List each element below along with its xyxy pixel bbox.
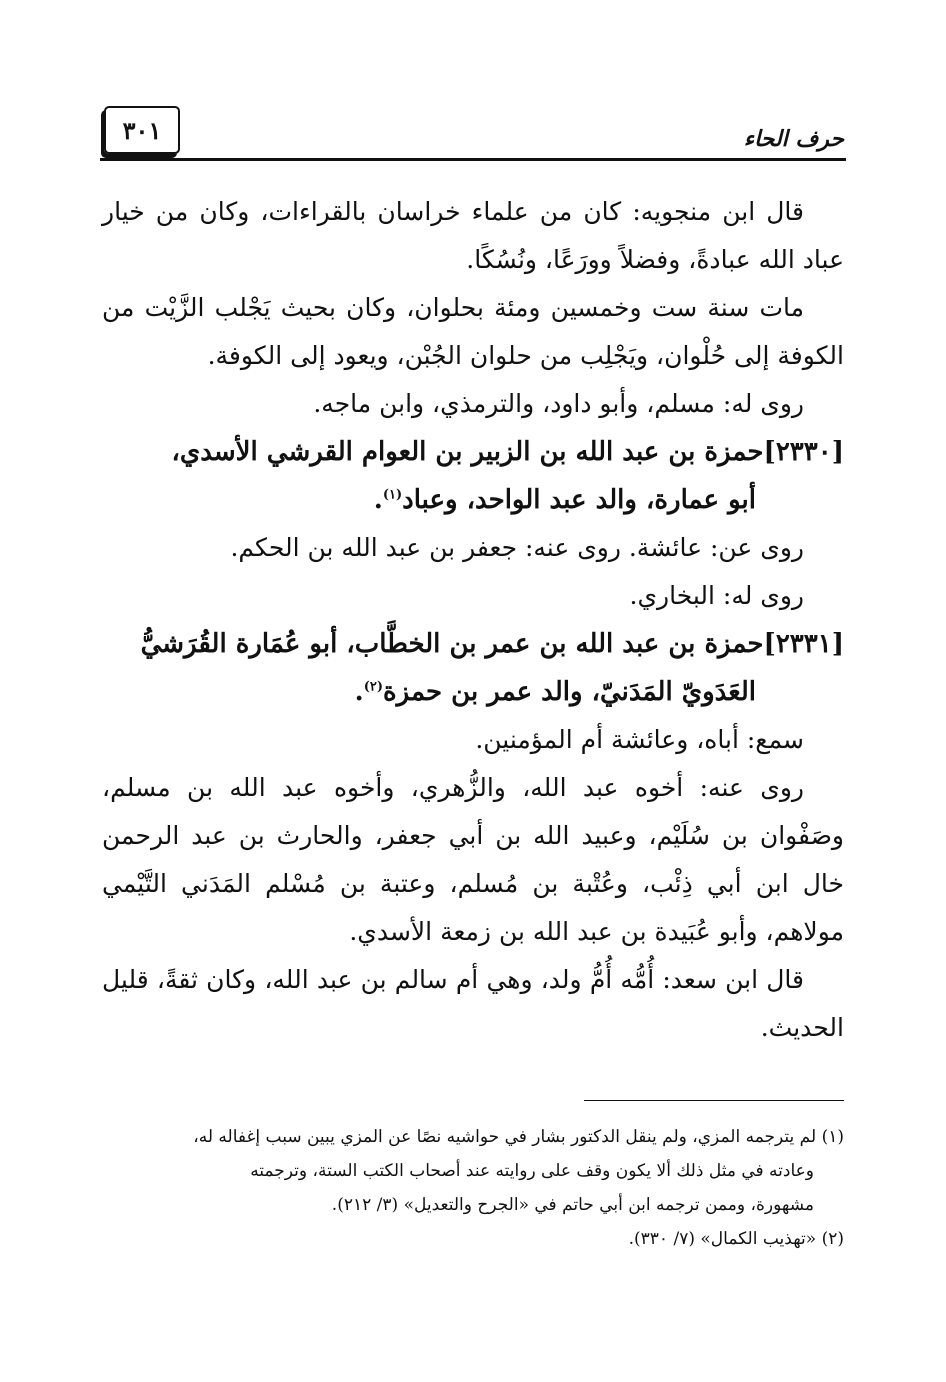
- footnote-text-line2: وعادته في مثل ذلك ألا يكون وقف على روايته عند أصحاب الكتب الستة، وترجمته: [250, 1161, 814, 1181]
- entry-name-line1: حمزة بن عبد الله بن الزبير بن العوام القرشي الأسدي،: [171, 437, 764, 467]
- entry-name-line2: أبو عمارة، والد عبد الواحد، وعباد: [402, 485, 756, 515]
- paragraph-ibn-manjawayh: قال ابن منجويه: كان من علماء خراسان بالقراءات، وكان من خيار عباد الله عبادةً، وفضلاً وورَعًا، ونُسُكًا.: [102, 197, 844, 274]
- paragraph-narrators: روى عنه: أخوه عبد الله، والزُّهري، وأخوه عبد الله بن مسلم، وصَفْوان بن سُلَيْم، وعبيد الله بن أبي جعفر، والحارث بن عبد الرحمن خال ابن أبي ذِئْب، وعُتْبة بن مُسلم، وعتبة بن مُسْلم المَدَني التَّيْمي مولاهم، وأبو عُبَيدة بن عبد الله بن زمعة الأسدي.: [102, 773, 844, 946]
- page-number: ٣٠١: [104, 106, 180, 154]
- footnote-reference: (٢): [363, 679, 384, 695]
- footnote-text-line3: مشهورة، وممن ترجمه ابن أبي حاتم في «الجرح والتعديل» (٣/ ٢١٢).: [331, 1195, 814, 1215]
- footnote-text: «تهذيب الكمال» (٧/ ٣٣٠).: [628, 1229, 817, 1249]
- footnote-marker: (٢): [821, 1229, 844, 1249]
- paragraph-ibn-sad: قال ابن سعد: أُمُّه أُمُّ ولد، وهي أم سالم بن عبد الله، وكان ثقةً، قليل الحديث.: [102, 965, 844, 1042]
- paragraph-heard-from: سمع: أباه، وعائشة أم المؤمنين.: [475, 725, 804, 754]
- paragraph-narrated-by: روى له: مسلم، وأبو داود، والترمذي، وابن ماجه.: [313, 389, 804, 418]
- entry-heading-2331: [102, 620, 844, 716]
- footnotes: [102, 1120, 844, 1256]
- entry-number: [٢٣٣١]: [763, 629, 844, 659]
- footnote-marker: (١): [821, 1127, 844, 1147]
- entry-name-line2: العَدَويّ المَدَنيّ، والد عمر بن حمزة: [383, 677, 756, 707]
- running-header-title: حرف الحاء: [743, 126, 844, 152]
- footnote-text-line1: لم يترجمه المزي، ولم ينقل الدكتور بشار في حواشيه نصًا عن المزي يبين سبب إغفاله له،: [193, 1127, 817, 1147]
- footnote-divider: [584, 1100, 844, 1101]
- footnote-reference: (١): [382, 487, 403, 503]
- entry-end-period: .: [373, 485, 383, 515]
- entry-heading-2330: [102, 428, 844, 524]
- paragraph-narrated-from: روى عن: عائشة. روى عنه: جعفر بن عبد الله بن الحكم.: [230, 533, 804, 562]
- header-divider: [100, 158, 846, 161]
- footnote-2: [102, 1222, 844, 1256]
- entry-end-period: .: [354, 677, 364, 707]
- paragraph-narrated-by-bukhari: روى له: البخاري.: [629, 581, 804, 610]
- entry-name-line1: حمزة بن عبد الله بن عمر بن الخطَّاب، أبو عُمَارة القُرَشيُّ: [140, 629, 764, 659]
- entry-number: [٢٣٣٠]: [763, 437, 844, 467]
- paragraph-death: مات سنة ست وخمسين ومئة بحلوان، وكان بحيث يَجْلب الزَّيْت من الكوفة إلى حُلْوان، ويَجْلِب من حلوان الجُبْن، ويعود إلى الكوفة.: [102, 293, 844, 370]
- main-text: [102, 188, 844, 1052]
- footnote-1: [102, 1120, 844, 1222]
